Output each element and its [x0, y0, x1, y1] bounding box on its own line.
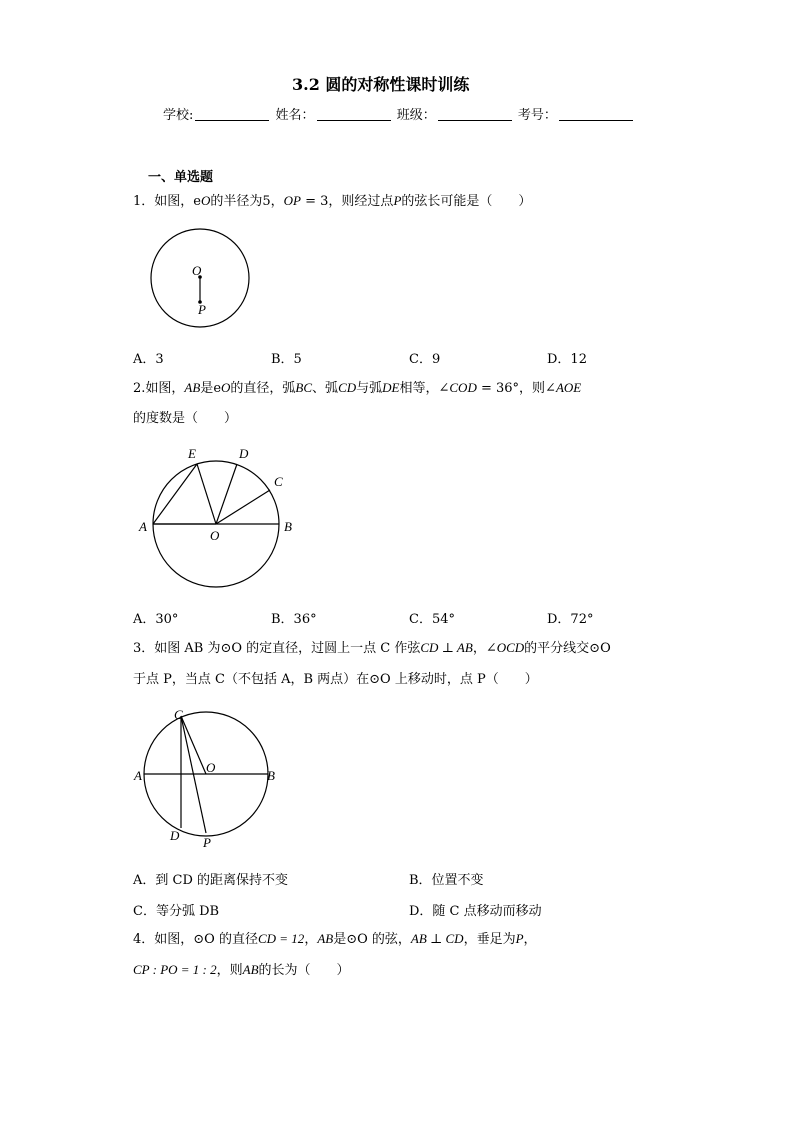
q3-option-d[interactable]: D．随 C 点移动而移动	[409, 904, 542, 919]
question-2-text	[133, 378, 581, 399]
q4-text6: ，则	[216, 963, 243, 978]
q1-option-c[interactable]: C．9	[409, 352, 441, 367]
q2-option-c[interactable]: C．54°	[409, 612, 455, 627]
school-label: 学校:	[163, 108, 194, 123]
q3-label-p: P	[203, 835, 211, 850]
q3-label-c: C	[174, 707, 183, 722]
q2-label-c: C	[274, 474, 283, 489]
q1-o: O	[200, 193, 211, 208]
q2-de: DE	[382, 380, 400, 395]
q4-ab: AB	[317, 931, 334, 946]
q2-label-a: A	[139, 519, 147, 534]
q4-ratio: CP : PO = 1 : 2	[133, 962, 217, 977]
q4-ab-perp-cd: AB ⊥ CD	[410, 931, 464, 946]
q2-label-b: B	[284, 519, 292, 534]
school-blank[interactable]	[195, 108, 269, 121]
q4-text2: ，	[304, 932, 318, 947]
question-3-text	[133, 638, 611, 659]
q4-text4: ，垂足为	[463, 932, 516, 947]
q3-option-b[interactable]: B．位置不变	[409, 873, 484, 888]
q4-p: P	[515, 931, 524, 946]
q1-option-a[interactable]: A．3	[133, 352, 164, 367]
q2-circle-symbol: e	[213, 381, 222, 396]
q2-label-e: E	[188, 446, 196, 461]
question-1-text	[133, 191, 531, 212]
q1-figure	[140, 228, 260, 336]
q1-p: P	[393, 193, 402, 208]
q4-text1: 4．如图，⊙O 的直径	[133, 932, 258, 947]
q2-option-d[interactable]: D．72°	[547, 612, 594, 627]
page-title: 3.2 圆的对称性课时训练	[292, 75, 470, 94]
q1-option-b[interactable]: B．5	[271, 352, 302, 367]
q2-text5: 相等，∠	[399, 381, 450, 396]
q2-cd: CD	[338, 380, 357, 395]
exam-no-label: 考号：	[517, 108, 557, 123]
class-blank[interactable]	[438, 108, 512, 121]
name-blank[interactable]	[317, 108, 391, 121]
q1-prefix: 1．如图，	[133, 194, 194, 209]
q3-cd-perp-ab: CD ⊥ AB	[420, 640, 473, 655]
q3-segment-co	[181, 716, 206, 774]
q4-text5: ，	[523, 932, 537, 947]
q2-figure	[134, 442, 304, 592]
q1-text2: 的弦长可能是（ ）	[401, 194, 532, 209]
q1-label-p: P	[198, 302, 206, 317]
q2-segment-oe	[197, 464, 216, 524]
q3-label-a: A	[134, 768, 142, 783]
exam-no-blank[interactable]	[559, 108, 633, 121]
q3-label-b: B	[267, 768, 275, 783]
q1-text1: 的半径为5，	[210, 194, 284, 209]
q1-op: OP	[283, 193, 301, 208]
section-title: 一、单选题	[148, 170, 214, 185]
q2-label-o: O	[210, 528, 220, 543]
q2-ab: AB	[184, 380, 201, 395]
q3-text1: 3．如图 AB 为⊙O 的定直径，过圆上一点 C 作弦	[133, 641, 421, 656]
q2-text2: 的直径，弧	[230, 381, 296, 396]
q1-option-d[interactable]: D．12	[547, 352, 587, 367]
q2-bc: BC	[295, 380, 313, 395]
q2-segment-od	[216, 464, 237, 524]
q1-eq3: = 3，则经过点	[301, 194, 394, 209]
q2-segment-ae	[153, 464, 197, 524]
q2-o: O	[221, 380, 231, 395]
q3-ocd: OCD	[496, 640, 525, 655]
question-4-line2	[133, 960, 350, 981]
q4-text7: 的长为（ ）	[258, 963, 350, 978]
q3-label-d: D	[170, 828, 180, 843]
q2-segment-oc	[216, 490, 270, 524]
q2-text6: = 36°，则∠	[476, 381, 556, 396]
q2-option-b[interactable]: B．36°	[271, 612, 317, 627]
q3-text2: ，∠	[472, 641, 497, 656]
q2-text1: 是	[200, 381, 214, 396]
q3-option-c[interactable]: C．等分弧 DB	[133, 904, 220, 919]
q2-aoe: AOE	[555, 380, 582, 395]
question-4-text	[133, 929, 537, 950]
q4-text3: 是⊙O 的弦，	[333, 932, 411, 947]
q2-text4: 与弧	[356, 381, 383, 396]
student-info-line	[163, 104, 635, 123]
name-label: 姓名：	[275, 108, 315, 123]
q4-cd12: CD = 12	[257, 931, 305, 946]
q4-ab2: AB	[242, 962, 259, 977]
q2-cod: COD	[449, 380, 477, 395]
q2-text3: 、弧	[312, 381, 339, 396]
question-3-line2: 于点 P，当点 C（不包括 A，B 两点）在⊙O 上移动时，点 P（ ）	[133, 672, 538, 687]
q1-label-o: O	[192, 263, 202, 278]
q3-text3: 的平分线交⊙O	[524, 641, 611, 656]
q3-label-o: O	[206, 760, 216, 775]
question-2-line2: 的度数是（ ）	[133, 411, 238, 426]
q3-option-a[interactable]: A．到 CD 的距离保持不变	[133, 873, 289, 888]
q2-prefix: 2.如图，	[133, 381, 185, 396]
class-label: 班级：	[396, 108, 436, 123]
q1-circle-symbol: e	[193, 194, 201, 209]
q2-option-a[interactable]: A．30°	[133, 612, 179, 627]
q3-figure	[132, 703, 282, 853]
q2-label-d: D	[239, 446, 249, 461]
